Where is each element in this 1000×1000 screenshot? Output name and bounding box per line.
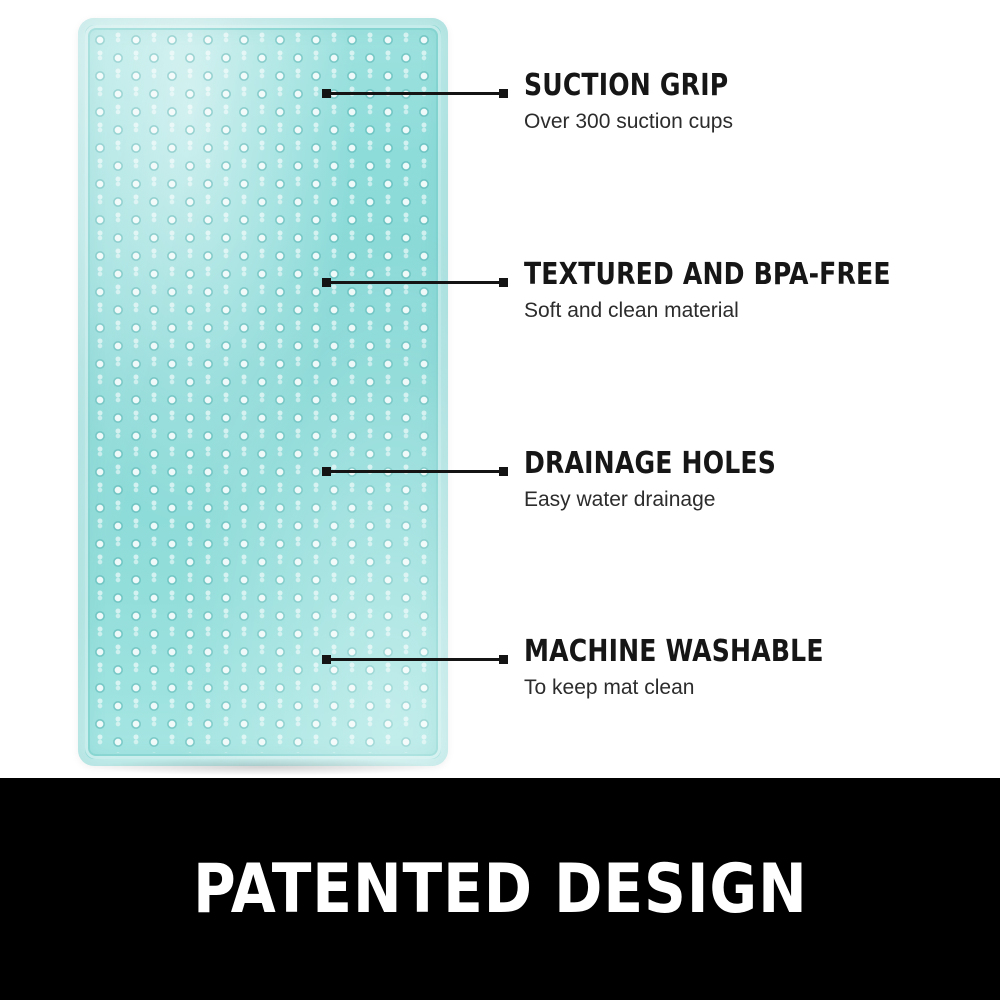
callout-machine-washable bbox=[524, 636, 846, 700]
callout-title: MACHINE WASHABLE bbox=[524, 634, 824, 669]
bath-mat-graphic bbox=[78, 18, 448, 766]
leader-dot-end-1 bbox=[499, 89, 508, 98]
bottom-banner bbox=[0, 778, 1000, 1000]
callout-subtitle: Easy water drainage bbox=[524, 487, 716, 511]
mat-drop-shadow bbox=[88, 758, 438, 776]
callout-title: SUCTION GRIP bbox=[524, 68, 729, 103]
callout-suction-grip bbox=[524, 70, 744, 134]
callout-subtitle: Soft and clean material bbox=[524, 298, 739, 322]
callout-subtitle: Over 300 suction cups bbox=[524, 109, 733, 133]
callout-drainage-holes bbox=[524, 448, 795, 512]
product-image bbox=[78, 18, 448, 766]
callout-title: TEXTURED AND BPA-FREE bbox=[524, 257, 891, 292]
callout-textured-bpa-free bbox=[524, 259, 918, 323]
leader-dot-end-2 bbox=[499, 278, 508, 287]
leader-dot-end-4 bbox=[499, 655, 508, 664]
banner-headline: PATENTED DESIGN bbox=[192, 849, 808, 929]
callout-title: DRAINAGE HOLES bbox=[524, 446, 777, 481]
mat-border bbox=[85, 25, 441, 759]
callout-subtitle: To keep mat clean bbox=[524, 675, 695, 699]
leader-dot-end-3 bbox=[499, 467, 508, 476]
